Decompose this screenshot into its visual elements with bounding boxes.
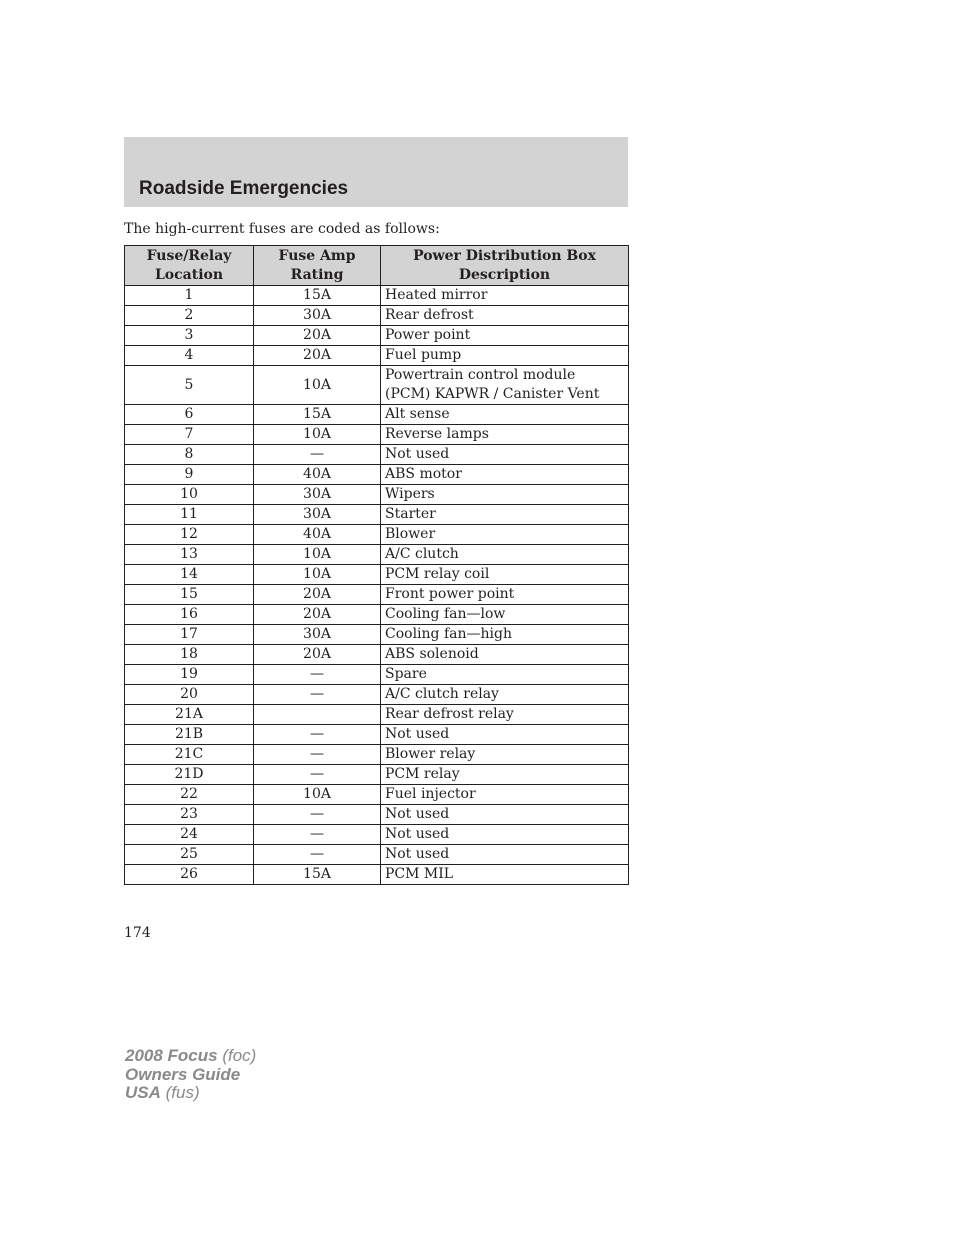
fuse-location-cell: 14	[125, 565, 254, 585]
fuse-location-cell: 20	[125, 685, 254, 705]
section-title: Roadside Emergencies	[139, 178, 349, 199]
fuse-description-cell: Not used	[381, 825, 629, 845]
fuse-amp-cell: —	[254, 845, 381, 865]
fuse-description-cell: Rear defrost	[381, 306, 629, 326]
fuse-location-cell: 12	[125, 525, 254, 545]
fuse-location-cell: 5	[125, 366, 254, 405]
fuse-location-cell: 7	[125, 425, 254, 445]
fuse-amp-cell: —	[254, 725, 381, 745]
column-header-amp	[254, 246, 381, 286]
fuse-location-cell: 26	[125, 865, 254, 885]
table-row	[125, 366, 629, 405]
fuse-description-cell: ABS motor	[381, 465, 629, 485]
fuse-location-cell: 17	[125, 625, 254, 645]
table-row	[125, 585, 629, 605]
fuse-table-body	[125, 286, 629, 885]
fuse-description-cell: Power point	[381, 326, 629, 346]
fuse-location-cell: 10	[125, 485, 254, 505]
intro-text: The high-current fuses are coded as follows:	[124, 221, 440, 237]
table-row	[125, 765, 629, 785]
table-row	[125, 725, 629, 745]
fuse-description-cell: PCM relay coil	[381, 565, 629, 585]
fuse-amp-cell: 40A	[254, 465, 381, 485]
fuse-amp-cell: 20A	[254, 346, 381, 366]
fuse-location-cell: 3	[125, 326, 254, 346]
fuse-location-cell: 11	[125, 505, 254, 525]
fuse-location-cell: 19	[125, 665, 254, 685]
fuse-amp-cell: 15A	[254, 405, 381, 425]
fuse-amp-cell: —	[254, 745, 381, 765]
fuse-location-cell: 22	[125, 785, 254, 805]
fuse-amp-cell: —	[254, 445, 381, 465]
fuse-amp-cell: 40A	[254, 525, 381, 545]
table-row	[125, 425, 629, 445]
fuse-amp-cell: 30A	[254, 625, 381, 645]
fuse-description-cell: PCM relay	[381, 765, 629, 785]
table-row	[125, 485, 629, 505]
table-row	[125, 525, 629, 545]
fuse-amp-cell	[254, 705, 381, 725]
column-header-line: Description	[458, 267, 551, 283]
table-row	[125, 445, 629, 465]
table-row	[125, 326, 629, 346]
column-header-description	[381, 246, 629, 286]
fuse-amp-cell: 10A	[254, 366, 381, 405]
fuse-description-cell: Heated mirror	[381, 286, 629, 306]
table-row	[125, 286, 629, 306]
table-header-row	[125, 246, 629, 286]
table-row	[125, 545, 629, 565]
table-row	[125, 805, 629, 825]
fuse-amp-cell: 20A	[254, 585, 381, 605]
fuse-location-cell: 6	[125, 405, 254, 425]
fuse-amp-cell: 20A	[254, 645, 381, 665]
fuse-amp-cell: 30A	[254, 485, 381, 505]
column-header-line: Rating	[290, 267, 344, 283]
fuse-description-cell: Cooling fan—high	[381, 625, 629, 645]
fuse-description-cell: Cooling fan—low	[381, 605, 629, 625]
table-row	[125, 705, 629, 725]
fuse-description-cell: Spare	[381, 665, 629, 685]
fuse-location-cell: 21C	[125, 745, 254, 765]
fuse-location-cell: 4	[125, 346, 254, 366]
fuse-amp-cell: 10A	[254, 425, 381, 445]
fuse-description-cell: ABS solenoid	[381, 645, 629, 665]
table-row	[125, 645, 629, 665]
fuse-description-cell: PCM MIL	[381, 865, 629, 885]
fuse-location-cell: 21D	[125, 765, 254, 785]
fuse-amp-cell: 30A	[254, 306, 381, 326]
table-row	[125, 665, 629, 685]
footer-doc-info	[125, 1047, 256, 1103]
fuse-location-cell: 2	[125, 306, 254, 326]
footer-region: USA	[125, 1083, 161, 1102]
fuse-amp-cell: 30A	[254, 505, 381, 525]
fuse-amp-cell: —	[254, 805, 381, 825]
fuse-amp-cell: 15A	[254, 865, 381, 885]
fuse-location-cell: 24	[125, 825, 254, 845]
table-row	[125, 845, 629, 865]
footer-guide: Owners Guide	[125, 1064, 241, 1084]
table-row	[125, 405, 629, 425]
table-row	[125, 565, 629, 585]
fuse-description-cell: A/C clutch relay	[381, 685, 629, 705]
table-row	[125, 785, 629, 805]
fuse-amp-cell: 10A	[254, 545, 381, 565]
table-row	[125, 825, 629, 845]
fuse-location-cell: 1	[125, 286, 254, 306]
fuse-description-cell: Not used	[381, 725, 629, 745]
fuse-amp-cell: —	[254, 825, 381, 845]
footer-line-region	[125, 1084, 256, 1103]
fuse-description-cell: Fuel pump	[381, 346, 629, 366]
fuse-location-cell: 23	[125, 805, 254, 825]
footer-model: 2008 Focus	[125, 1046, 218, 1065]
fuse-location-cell: 18	[125, 645, 254, 665]
fuse-amp-cell: —	[254, 665, 381, 685]
fuse-amp-cell: 20A	[254, 326, 381, 346]
fuse-description-cell: Fuel injector	[381, 785, 629, 805]
table-row	[125, 346, 629, 366]
fuse-description-cell: A/C clutch	[381, 545, 629, 565]
fuse-location-cell: 9	[125, 465, 254, 485]
table-row	[125, 465, 629, 485]
fuse-description-cell: Front power point	[381, 585, 629, 605]
fuse-description-cell: Starter	[381, 505, 629, 525]
section-header-band	[124, 137, 628, 207]
fuse-location-cell: 8	[125, 445, 254, 465]
fuse-location-cell: 25	[125, 845, 254, 865]
fuse-description-cell: Alt sense	[381, 405, 629, 425]
fuse-amp-cell: 20A	[254, 605, 381, 625]
column-header-line: Power Distribution Box	[413, 248, 596, 264]
fuse-description-cell: Powertrain control module (PCM) KAPWR / Canister Vent	[381, 366, 629, 405]
fuse-description-cell: Not used	[381, 845, 629, 865]
fuse-description-cell: Reverse lamps	[381, 425, 629, 445]
fuse-location-cell: 21B	[125, 725, 254, 745]
fuse-description-cell: Blower relay	[381, 745, 629, 765]
fuse-amp-cell: 15A	[254, 286, 381, 306]
column-header-line: Location	[154, 267, 224, 283]
table-row	[125, 685, 629, 705]
column-header-line: Fuse/Relay	[146, 248, 232, 264]
fuse-location-cell: 15	[125, 585, 254, 605]
table-row	[125, 605, 629, 625]
table-row	[125, 625, 629, 645]
fuse-description-cell: Not used	[381, 445, 629, 465]
fuse-location-cell: 21A	[125, 705, 254, 725]
footer-line-guide	[125, 1066, 256, 1085]
fuse-description-cell: Not used	[381, 805, 629, 825]
fuse-location-cell: 16	[125, 605, 254, 625]
fuse-location-cell: 13	[125, 545, 254, 565]
table-row	[125, 865, 629, 885]
footer-model-code: (foc)	[222, 1046, 257, 1065]
fuse-amp-cell: —	[254, 685, 381, 705]
fuse-amp-cell: 10A	[254, 565, 381, 585]
fuse-amp-cell: 10A	[254, 785, 381, 805]
fuse-description-cell: Rear defrost relay	[381, 705, 629, 725]
footer-region-code: (fus)	[165, 1083, 200, 1102]
fuse-description-cell: Blower	[381, 525, 629, 545]
table-row	[125, 745, 629, 765]
column-header-line: Fuse Amp	[278, 248, 356, 264]
table-row	[125, 505, 629, 525]
fuse-description-cell: Wipers	[381, 485, 629, 505]
footer-line-model	[125, 1047, 256, 1066]
column-header-location	[125, 246, 254, 286]
table-row	[125, 306, 629, 326]
fuse-amp-cell: —	[254, 765, 381, 785]
fuse-table	[124, 245, 629, 885]
page-number: 174	[124, 925, 151, 941]
